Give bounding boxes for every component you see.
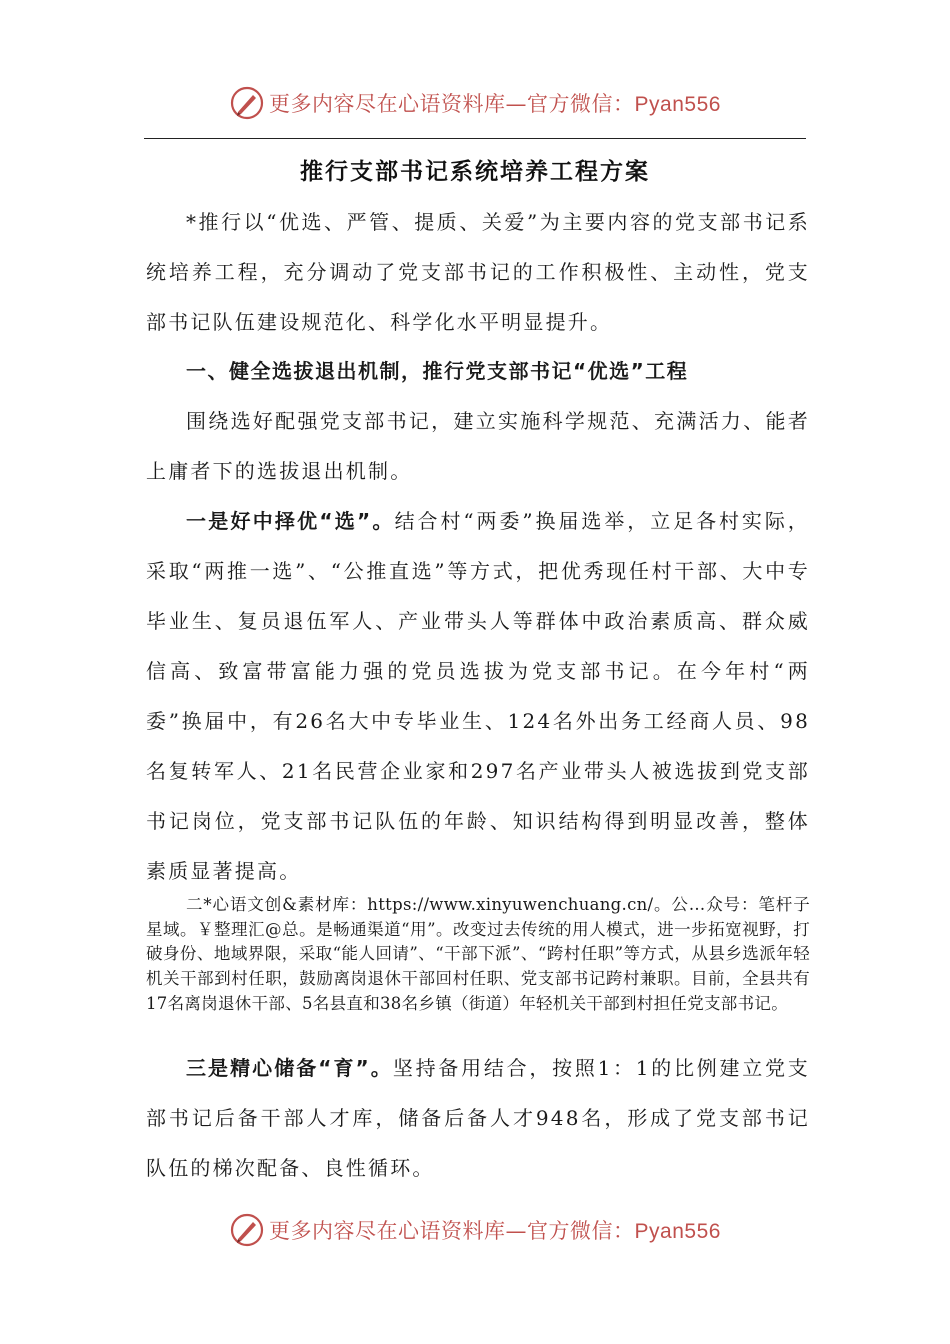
section1-heading: 一、健全选拔退出机制，推行党支部书记“优选”工程 — [186, 359, 689, 383]
page-title: 推行支部书记系统培养工程方案 — [300, 159, 650, 185]
item2-paragraph: 二*心语文创&素材库：https://www.xinyuwenchuang.cn/。公…众号：笔杆子星域。￥整理汇@总。是畅通渠道“用”。改变过去传统的用人模式，进一步拓宽视野，打破身份、地域界限，采取“能人回请”、“干部下派”、“跨村任职”等方式，从县乡选派年轻机关干部到村任职，鼓励离岗退休干部回村任职、党支部书记跨村兼职。目前，全县共有17名离岗退休干部、5名县直和38名乡镇（街道）年轻机关干部到村担任党支部书记。 — [146, 895, 810, 1013]
item3-lead: 三是精心储备“育”。 — [186, 1056, 393, 1080]
pen-logo-icon — [229, 85, 265, 121]
item3-paragraph — [146, 1043, 810, 1193]
header-banner — [0, 78, 950, 128]
header-site-text: 更多内容尽在心语资料库 — [269, 92, 506, 116]
pen-logo-icon — [229, 1212, 265, 1248]
item1-lead: 一是好中择优“选”。 — [186, 509, 395, 533]
item1-body: 结合村“两委”换届选举，立足各村实际，采取“两推一选”、“公推直选”等方式，把优秀现任村干部、大中专毕业生、复员退伍军人、产业带头人等群体中政治素质高、群众威信高、致富带富能力强的党员选拔为党支部书记。在今年村“两委”换届中，有26名大中专毕业生、124名外出务工经商人员、98名复转军人、21名民营企业家和297名产业带头人被选拔到党支部书记岗位，党支部书记队伍的年龄、知识结构得到明显改善，整体素质显著提高。 — [146, 509, 810, 883]
header-wechat-handle: Pyan556 — [634, 93, 721, 116]
header-banner-text — [269, 88, 721, 118]
item1-paragraph — [146, 496, 810, 896]
section1-paragraph: 围绕选好配强党支部书记，建立实施科学规范、充满活力、能者上庸者下的选拔退出机制。 — [146, 409, 810, 483]
item3-body: 坚持备用结合，按照1：1的比例建立党支部书记后备干部人才库，储备后备人才948名，形成了党支部书记队伍的梯次配备、良性循环。 — [146, 1056, 810, 1180]
intro-paragraph: *推行以“优选、严管、提质、关爱”为主要内容的党支部书记系统培养工程，充分调动了党支部书记的工作积极性、主动性，党支部书记队伍建设规范化、科学化水平明显提升。 — [146, 210, 810, 334]
footer-site-text: 更多内容尽在心语资料库 — [269, 1219, 506, 1243]
footer-banner — [0, 1205, 950, 1255]
header-wechat-label: 官方微信： — [527, 92, 635, 116]
footer-wechat-handle: Pyan556 — [634, 1220, 721, 1243]
footer-banner-text — [269, 1215, 721, 1245]
footer-wechat-label: 官方微信： — [527, 1219, 635, 1243]
header-divider — [144, 138, 806, 139]
footer-dash: — — [505, 1219, 528, 1243]
header-dash: — — [505, 92, 528, 116]
